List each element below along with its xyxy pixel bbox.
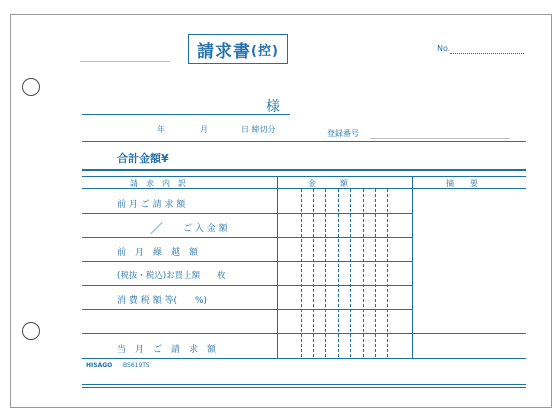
row-purchases: (税抜・税込)お買上額 枚 — [117, 271, 226, 281]
amount-digit-line-7 — [375, 189, 376, 357]
registration-line — [370, 138, 510, 139]
amount-digit-line-3 — [325, 189, 326, 357]
col-separator-2 — [412, 176, 413, 358]
binder-hole-top — [22, 78, 40, 96]
document-title — [188, 34, 288, 64]
table-top-rule — [82, 176, 526, 177]
table-bottom-rule — [82, 358, 526, 359]
brand-name: HISAGO — [86, 362, 113, 369]
col-header-remarks: 摘 要 — [446, 179, 478, 188]
row-rule-6 — [82, 333, 526, 334]
amount-digit-line-8 — [387, 189, 388, 357]
product-code: BS619TS — [123, 362, 150, 369]
recipient-line — [82, 114, 290, 115]
col-separator-1 — [277, 176, 278, 358]
rule-under-total — [82, 169, 526, 171]
amount-digit-line-5 — [350, 189, 351, 357]
sama-label: 様 — [266, 99, 280, 115]
row-payment-received: ご 入 金 額 — [183, 224, 228, 234]
registration-label: 登録番号 — [327, 129, 359, 138]
footer-rule-2 — [82, 387, 526, 388]
row-rule-2 — [82, 237, 412, 238]
row-previous-billing: 前 月 ご 請 求 額 — [117, 200, 186, 210]
table-header-rule — [82, 188, 526, 189]
row-rule-3 — [82, 261, 412, 262]
date-month: 月 — [200, 125, 208, 134]
row-rule-4 — [82, 285, 412, 286]
row-carried-forward: 前 月 繰 越 額 — [117, 248, 199, 258]
date-day: 日 締切分 — [241, 125, 276, 134]
amount-digit-line-2 — [313, 189, 314, 357]
total-label: 合計金額¥ — [117, 152, 169, 165]
amount-digit-line-1 — [301, 189, 302, 357]
invoice-sheet — [10, 14, 552, 408]
col-header-amount: 金 額 — [308, 179, 348, 188]
rule-under-date — [82, 141, 526, 142]
row-consumption-tax: 消 費 税 額 等( %) — [117, 296, 208, 306]
number-line — [450, 53, 524, 54]
row-rule-1 — [82, 213, 412, 214]
amount-digit-line-6 — [363, 189, 364, 357]
row-rule-5 — [82, 309, 412, 310]
amount-digit-line-4 — [338, 189, 339, 357]
number-label: No. — [437, 44, 451, 53]
binder-hole-bottom — [22, 322, 40, 340]
col-header-breakdown: 請 求 内 訳 — [130, 179, 186, 188]
row-current-billing: 当 月 ご 請 求 額 — [117, 345, 217, 355]
brand-logo — [86, 362, 112, 369]
title-sub: (控) — [251, 43, 279, 59]
date-year: 年 — [157, 125, 165, 134]
title-main: 請求書 — [197, 41, 252, 62]
slash-mark: ／ — [150, 222, 164, 237]
footer-rule-1 — [82, 384, 526, 385]
top-left-line — [80, 61, 170, 62]
